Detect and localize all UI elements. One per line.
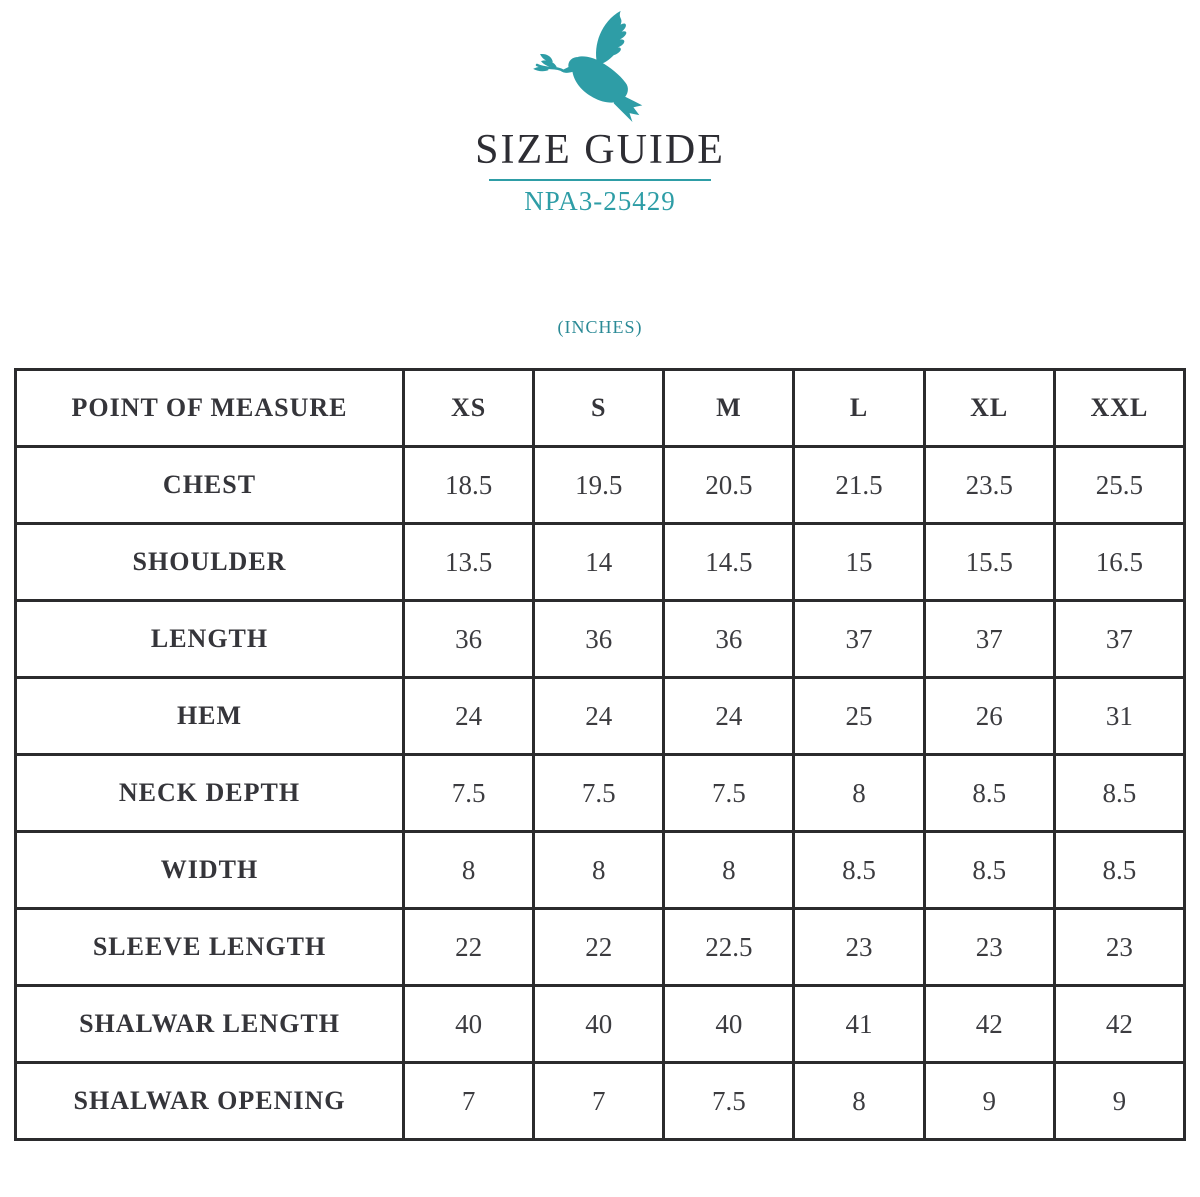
size-value-cell: 22: [534, 909, 664, 986]
measure-label: SHOULDER: [16, 524, 404, 601]
size-value-cell: 8.5: [1054, 755, 1184, 832]
size-value-cell: 20.5: [664, 447, 794, 524]
size-table-header-row: [16, 370, 1185, 447]
size-value-cell: 37: [794, 601, 924, 678]
size-value-cell: 7: [404, 1063, 534, 1140]
table-row: [16, 909, 1185, 986]
size-value-cell: 8.5: [1054, 832, 1184, 909]
table-row: [16, 755, 1185, 832]
size-value-cell: 36: [404, 601, 534, 678]
page-title: SIZE GUIDE: [475, 127, 725, 173]
size-value-cell: 7.5: [534, 755, 664, 832]
size-value-cell: 7.5: [664, 755, 794, 832]
brand-header: [0, 0, 1200, 217]
size-value-cell: 37: [1054, 601, 1184, 678]
size-value-cell: 8: [534, 832, 664, 909]
size-value-cell: 8: [794, 755, 924, 832]
measure-label: SHALWAR LENGTH: [16, 986, 404, 1063]
size-value-cell: 8: [404, 832, 534, 909]
column-header-size-xl: XL: [924, 370, 1054, 447]
size-table-body: [16, 447, 1185, 1140]
measure-label: HEM: [16, 678, 404, 755]
measure-label: WIDTH: [16, 832, 404, 909]
size-value-cell: 21.5: [794, 447, 924, 524]
size-value-cell: 26: [924, 678, 1054, 755]
measure-label: NECK DEPTH: [16, 755, 404, 832]
title-underline: [489, 179, 711, 181]
size-value-cell: 8: [664, 832, 794, 909]
size-value-cell: 23: [1054, 909, 1184, 986]
size-value-cell: 24: [534, 678, 664, 755]
size-value-cell: 7.5: [404, 755, 534, 832]
size-value-cell: 8.5: [794, 832, 924, 909]
table-row: [16, 986, 1185, 1063]
size-value-cell: 8: [794, 1063, 924, 1140]
measure-label: SHALWAR OPENING: [16, 1063, 404, 1140]
size-value-cell: 13.5: [404, 524, 534, 601]
size-value-cell: 23: [794, 909, 924, 986]
table-row: [16, 524, 1185, 601]
product-code: NPA3-25429: [524, 186, 676, 217]
column-header-point-of-measure: POINT OF MEASURE: [16, 370, 404, 447]
dove-olive-branch-icon: [514, 6, 686, 124]
size-value-cell: 15: [794, 524, 924, 601]
column-header-size-m: M: [664, 370, 794, 447]
size-value-cell: 18.5: [404, 447, 534, 524]
size-value-cell: 25.5: [1054, 447, 1184, 524]
size-value-cell: 7.5: [664, 1063, 794, 1140]
size-value-cell: 37: [924, 601, 1054, 678]
size-value-cell: 31: [1054, 678, 1184, 755]
size-value-cell: 41: [794, 986, 924, 1063]
size-value-cell: 42: [1054, 986, 1184, 1063]
table-row: [16, 601, 1185, 678]
table-row: [16, 832, 1185, 909]
measure-label: LENGTH: [16, 601, 404, 678]
size-value-cell: 40: [664, 986, 794, 1063]
size-value-cell: 7: [534, 1063, 664, 1140]
size-value-cell: 8.5: [924, 755, 1054, 832]
size-guide-table: [14, 368, 1186, 1141]
size-value-cell: 22.5: [664, 909, 794, 986]
column-header-size-l: L: [794, 370, 924, 447]
size-value-cell: 16.5: [1054, 524, 1184, 601]
size-value-cell: 19.5: [534, 447, 664, 524]
measure-label: CHEST: [16, 447, 404, 524]
size-value-cell: 24: [664, 678, 794, 755]
column-header-size-s: S: [534, 370, 664, 447]
size-value-cell: 8.5: [924, 832, 1054, 909]
size-value-cell: 14: [534, 524, 664, 601]
size-value-cell: 40: [534, 986, 664, 1063]
size-value-cell: 23: [924, 909, 1054, 986]
size-value-cell: 36: [664, 601, 794, 678]
size-value-cell: 36: [534, 601, 664, 678]
size-value-cell: 24: [404, 678, 534, 755]
table-row: [16, 678, 1185, 755]
size-value-cell: 22: [404, 909, 534, 986]
size-value-cell: 25: [794, 678, 924, 755]
size-value-cell: 40: [404, 986, 534, 1063]
size-value-cell: 42: [924, 986, 1054, 1063]
table-row: [16, 1063, 1185, 1140]
size-value-cell: 9: [924, 1063, 1054, 1140]
column-header-size-xs: XS: [404, 370, 534, 447]
measure-label: SLEEVE LENGTH: [16, 909, 404, 986]
size-value-cell: 9: [1054, 1063, 1184, 1140]
table-row: [16, 447, 1185, 524]
size-value-cell: 23.5: [924, 447, 1054, 524]
size-value-cell: 15.5: [924, 524, 1054, 601]
column-header-size-xxl: XXL: [1054, 370, 1184, 447]
unit-label: (INCHES): [557, 317, 643, 338]
size-value-cell: 14.5: [664, 524, 794, 601]
